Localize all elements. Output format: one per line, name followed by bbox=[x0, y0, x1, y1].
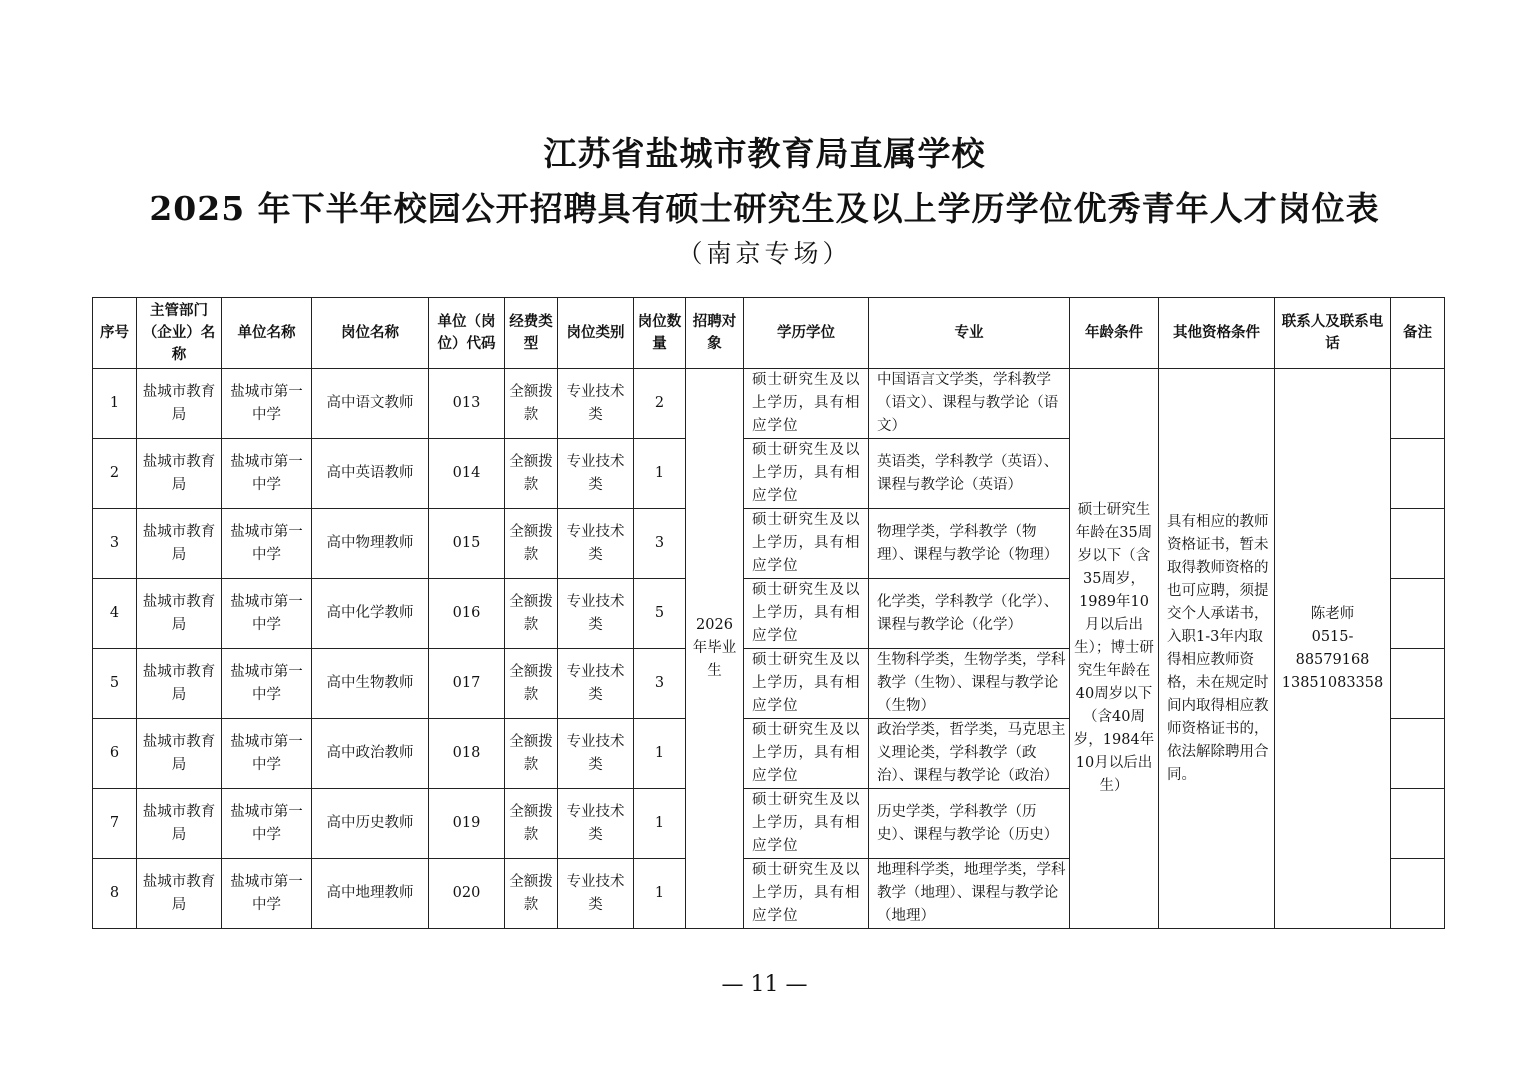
cell-dept: 盐城市教育局 bbox=[137, 649, 222, 719]
cell-code: 017 bbox=[429, 649, 505, 719]
cell-code: 016 bbox=[429, 579, 505, 649]
cell-dept: 盐城市教育局 bbox=[137, 579, 222, 649]
cell-index: 5 bbox=[93, 649, 137, 719]
header-education: 学历学位 bbox=[744, 298, 869, 369]
cell-post: 高中地理教师 bbox=[312, 859, 429, 929]
cell-dept: 盐城市教育局 bbox=[137, 859, 222, 929]
cell-education: 硕士研究生及以上学历，具有相应学位 bbox=[744, 859, 869, 929]
cell-count: 3 bbox=[634, 509, 686, 579]
cell-code: 018 bbox=[429, 719, 505, 789]
header-code: 单位（岗位）代码 bbox=[429, 298, 505, 369]
header-category: 岗位类别 bbox=[558, 298, 634, 369]
recruitment-table bbox=[92, 297, 1445, 929]
cell-count: 1 bbox=[634, 859, 686, 929]
cell-education: 硕士研究生及以上学历，具有相应学位 bbox=[744, 369, 869, 439]
cell-index: 1 bbox=[93, 369, 137, 439]
cell-education: 硕士研究生及以上学历，具有相应学位 bbox=[744, 509, 869, 579]
cell-index: 8 bbox=[93, 859, 137, 929]
cell-code: 014 bbox=[429, 439, 505, 509]
cell-index: 4 bbox=[93, 579, 137, 649]
cell-major: 英语类，学科教学（英语）、课程与教学论（英语） bbox=[869, 439, 1070, 509]
cell-unit: 盐城市第一中学 bbox=[222, 859, 312, 929]
header-post: 岗位名称 bbox=[312, 298, 429, 369]
cell-category: 专业技术类 bbox=[558, 859, 634, 929]
header-index: 序号 bbox=[93, 298, 137, 369]
document-title-line2: 2025 年下半年校园公开招聘具有硕士研究生及以上学历学位优秀青年人才岗位表 bbox=[149, 189, 1380, 228]
header-dept: 主管部门（企业）名称 bbox=[137, 298, 222, 369]
table-header-row bbox=[93, 298, 1445, 369]
cell-funding: 全额拨款 bbox=[505, 579, 558, 649]
cell-major: 地理科学类，地理学类，学科教学（地理）、课程与教学论（地理） bbox=[869, 859, 1070, 929]
header-contact: 联系人及联系电话 bbox=[1275, 298, 1391, 369]
cell-code: 013 bbox=[429, 369, 505, 439]
cell-code: 020 bbox=[429, 859, 505, 929]
cell-education: 硕士研究生及以上学历，具有相应学位 bbox=[744, 579, 869, 649]
cell-dept: 盐城市教育局 bbox=[137, 509, 222, 579]
cell-unit: 盐城市第一中学 bbox=[222, 369, 312, 439]
cell-unit: 盐城市第一中学 bbox=[222, 439, 312, 509]
header-age: 年龄条件 bbox=[1070, 298, 1159, 369]
header-funding: 经费类型 bbox=[505, 298, 558, 369]
cell-unit: 盐城市第一中学 bbox=[222, 649, 312, 719]
contact-contact-name: 陈老师 bbox=[1310, 605, 1355, 622]
cell-remark bbox=[1391, 369, 1445, 439]
cell-major: 化学类，学科教学（化学）、课程与教学论（化学） bbox=[869, 579, 1070, 649]
cell-count: 1 bbox=[634, 719, 686, 789]
cell-funding: 全额拨款 bbox=[505, 859, 558, 929]
cell-post: 高中化学教师 bbox=[312, 579, 429, 649]
cell-funding: 全额拨款 bbox=[505, 719, 558, 789]
cell-remark bbox=[1391, 509, 1445, 579]
cell-education: 硕士研究生及以上学历，具有相应学位 bbox=[744, 649, 869, 719]
table-row bbox=[93, 369, 1445, 439]
cell-post: 高中生物教师 bbox=[312, 649, 429, 719]
table-body bbox=[93, 369, 1445, 929]
cell-dept: 盐城市教育局 bbox=[137, 369, 222, 439]
cell-unit: 盐城市第一中学 bbox=[222, 789, 312, 859]
page-number: — 11 — bbox=[721, 972, 808, 997]
cell-funding: 全额拨款 bbox=[505, 789, 558, 859]
cell-post: 高中历史教师 bbox=[312, 789, 429, 859]
cell-target: 2026年毕业生 bbox=[686, 369, 744, 929]
cell-remark bbox=[1391, 579, 1445, 649]
cell-count: 1 bbox=[634, 439, 686, 509]
cell-unit: 盐城市第一中学 bbox=[222, 579, 312, 649]
cell-remark bbox=[1391, 439, 1445, 509]
cell-category: 专业技术类 bbox=[558, 579, 634, 649]
cell-index: 3 bbox=[93, 509, 137, 579]
contact-contact-phone1: 0515-88579168 bbox=[1295, 628, 1370, 668]
cell-major: 物理学类，学科教学（物理）、课程与教学论（物理） bbox=[869, 509, 1070, 579]
cell-category: 专业技术类 bbox=[558, 369, 634, 439]
cell-index: 6 bbox=[93, 719, 137, 789]
cell-remark bbox=[1391, 789, 1445, 859]
cell-category: 专业技术类 bbox=[558, 509, 634, 579]
cell-post: 高中英语教师 bbox=[312, 439, 429, 509]
header-other: 其他资格条件 bbox=[1159, 298, 1275, 369]
cell-funding: 全额拨款 bbox=[505, 649, 558, 719]
header-count: 岗位数量 bbox=[634, 298, 686, 369]
cell-remark bbox=[1391, 719, 1445, 789]
cell-other: 具有相应的教师资格证书，暂未取得教师资格的也可应聘，须提交个人承诺书，入职1-3年内取得相应教师资格，未在规定时间内取得相应教师资格证书的，依法解除聘用合同。 bbox=[1159, 369, 1275, 929]
header-unit: 单位名称 bbox=[222, 298, 312, 369]
cell-education: 硕士研究生及以上学历，具有相应学位 bbox=[744, 789, 869, 859]
cell-category: 专业技术类 bbox=[558, 439, 634, 509]
cell-major: 政治学类，哲学类，马克思主义理论类，学科教学（政治）、课程与教学论（政治） bbox=[869, 719, 1070, 789]
cell-count: 2 bbox=[634, 369, 686, 439]
cell-education: 硕士研究生及以上学历，具有相应学位 bbox=[744, 719, 869, 789]
cell-dept: 盐城市教育局 bbox=[137, 789, 222, 859]
cell-unit: 盐城市第一中学 bbox=[222, 719, 312, 789]
contact-contact-phone2: 13851083358 bbox=[1281, 674, 1384, 691]
cell-post: 高中物理教师 bbox=[312, 509, 429, 579]
cell-dept: 盐城市教育局 bbox=[137, 439, 222, 509]
cell-major: 历史学类，学科教学（历史）、课程与教学论（历史） bbox=[869, 789, 1070, 859]
document-subtitle: （南京专场） bbox=[677, 239, 852, 268]
cell-count: 1 bbox=[634, 789, 686, 859]
cell-dept: 盐城市教育局 bbox=[137, 719, 222, 789]
cell-remark bbox=[1391, 859, 1445, 929]
document-title-line1: 江苏省盐城市教育局直属学校 bbox=[543, 134, 986, 173]
cell-category: 专业技术类 bbox=[558, 789, 634, 859]
cell-category: 专业技术类 bbox=[558, 649, 634, 719]
header-remark: 备注 bbox=[1391, 298, 1445, 369]
header-target: 招聘对象 bbox=[686, 298, 744, 369]
cell-funding: 全额拨款 bbox=[505, 439, 558, 509]
cell-age: 硕士研究生年龄在35周岁以下（含35周岁，1989年10月以后出生）；博士研究生年龄在40周岁以下（含40周岁，1984年10月以后出生） bbox=[1070, 369, 1159, 929]
cell-funding: 全额拨款 bbox=[505, 369, 558, 439]
header-major: 专业 bbox=[869, 298, 1070, 369]
cell-remark bbox=[1391, 649, 1445, 719]
cell-index: 2 bbox=[93, 439, 137, 509]
cell-unit: 盐城市第一中学 bbox=[222, 509, 312, 579]
cell-code: 019 bbox=[429, 789, 505, 859]
cell-education: 硕士研究生及以上学历，具有相应学位 bbox=[744, 439, 869, 509]
cell-major: 生物科学类，生物学类，学科教学（生物）、课程与教学论（生物） bbox=[869, 649, 1070, 719]
cell-major: 中国语言文学类，学科教学（语文）、课程与教学论（语文） bbox=[869, 369, 1070, 439]
cell-count: 5 bbox=[634, 579, 686, 649]
cell-index: 7 bbox=[93, 789, 137, 859]
cell-funding: 全额拨款 bbox=[505, 509, 558, 579]
cell-post: 高中政治教师 bbox=[312, 719, 429, 789]
cell-category: 专业技术类 bbox=[558, 719, 634, 789]
cell-code: 015 bbox=[429, 509, 505, 579]
cell-post: 高中语文教师 bbox=[312, 369, 429, 439]
cell-count: 3 bbox=[634, 649, 686, 719]
cell-contact bbox=[1275, 369, 1391, 929]
